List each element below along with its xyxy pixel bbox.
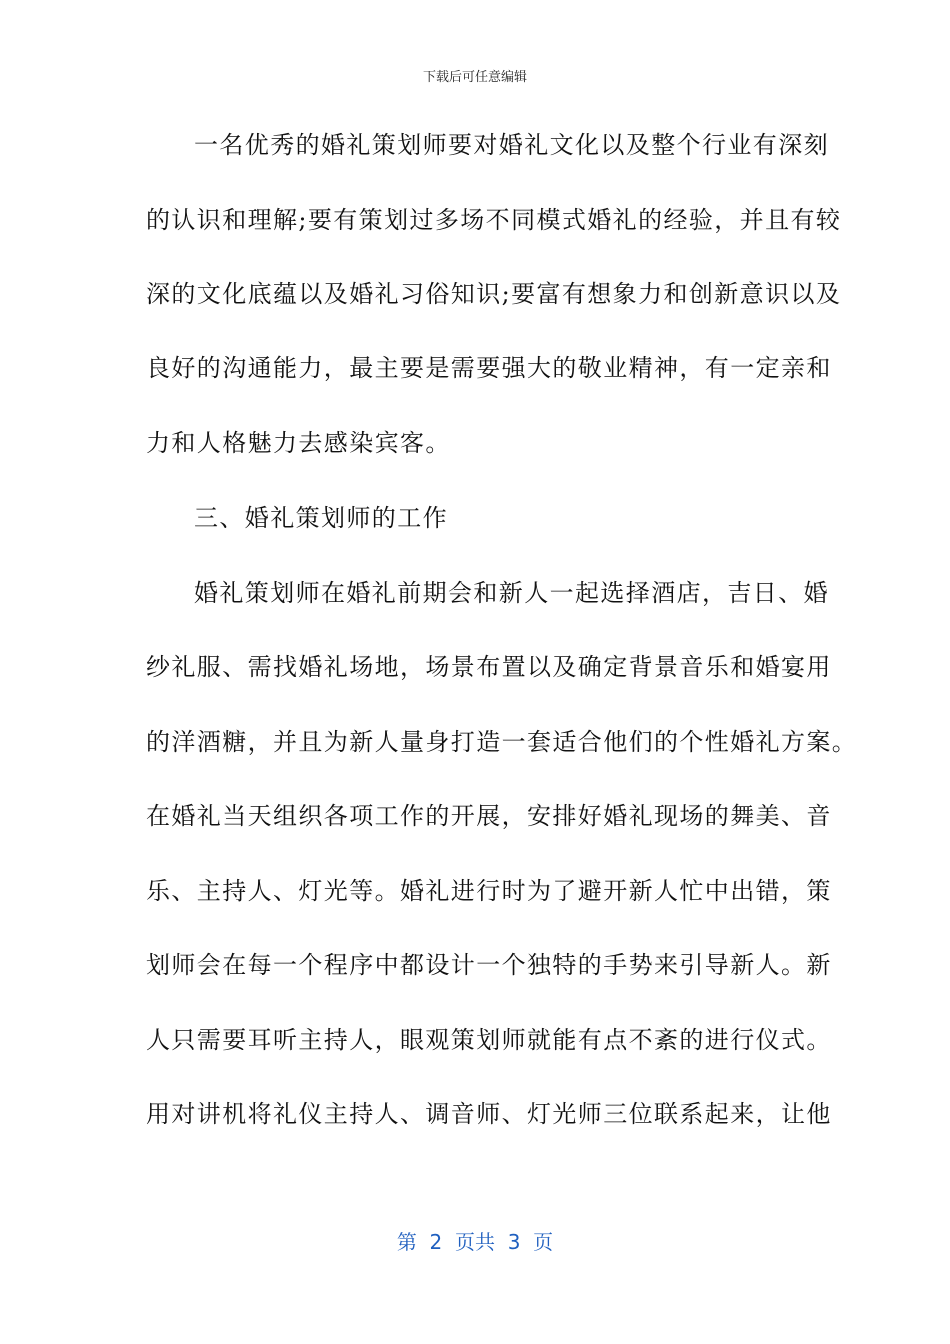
page-number-footer: 第 2 页共 3 页 bbox=[396, 1230, 554, 1254]
body-line: 用对讲机将礼仪主持人、调音师、灯光师三位联系起来，让他 bbox=[146, 1100, 832, 1128]
body-line: 在婚礼当天组织各项工作的开展，安排好婚礼现场的舞美、音 bbox=[146, 802, 832, 830]
body-line: 人只需要耳听主持人，眼观策划师就能有点不紊的进行仪式。 bbox=[146, 1026, 832, 1054]
body-line: 的洋酒糖，并且为新人量身打造一套适合他们的个性婚礼方案。 bbox=[146, 728, 858, 756]
body-line: 深的文化底蕴以及婚礼习俗知识;要富有想象力和创新意识以及 bbox=[146, 280, 842, 308]
body-line: 婚礼策划师在婚礼前期会和新人一起选择酒店，吉日、婚 bbox=[194, 579, 829, 607]
body-line: 良好的沟通能力，最主要是需要强大的敬业精神，有一定亲和 bbox=[146, 354, 832, 382]
body-line: 纱礼服、需找婚礼场地，场景布置以及确定背景音乐和婚宴用 bbox=[146, 653, 832, 681]
section-heading: 三、婚礼策划师的工作 bbox=[194, 504, 448, 532]
body-line: 乐、主持人、灯光等。婚礼进行时为了避开新人忙中出错，策 bbox=[146, 877, 832, 905]
body-line: 一名优秀的婚礼策划师要对婚礼文化以及整个行业有深刻 bbox=[194, 131, 829, 159]
body-line: 力和人格魅力去感染宾客。 bbox=[146, 429, 451, 457]
page-header-note: 下载后可任意编辑 bbox=[422, 70, 527, 85]
body-line: 的认识和理解;要有策划过多场不同模式婚礼的经验，并且有较 bbox=[146, 206, 842, 234]
body-line: 划师会在每一个程序中都设计一个独特的手势来引导新人。新 bbox=[146, 951, 832, 979]
